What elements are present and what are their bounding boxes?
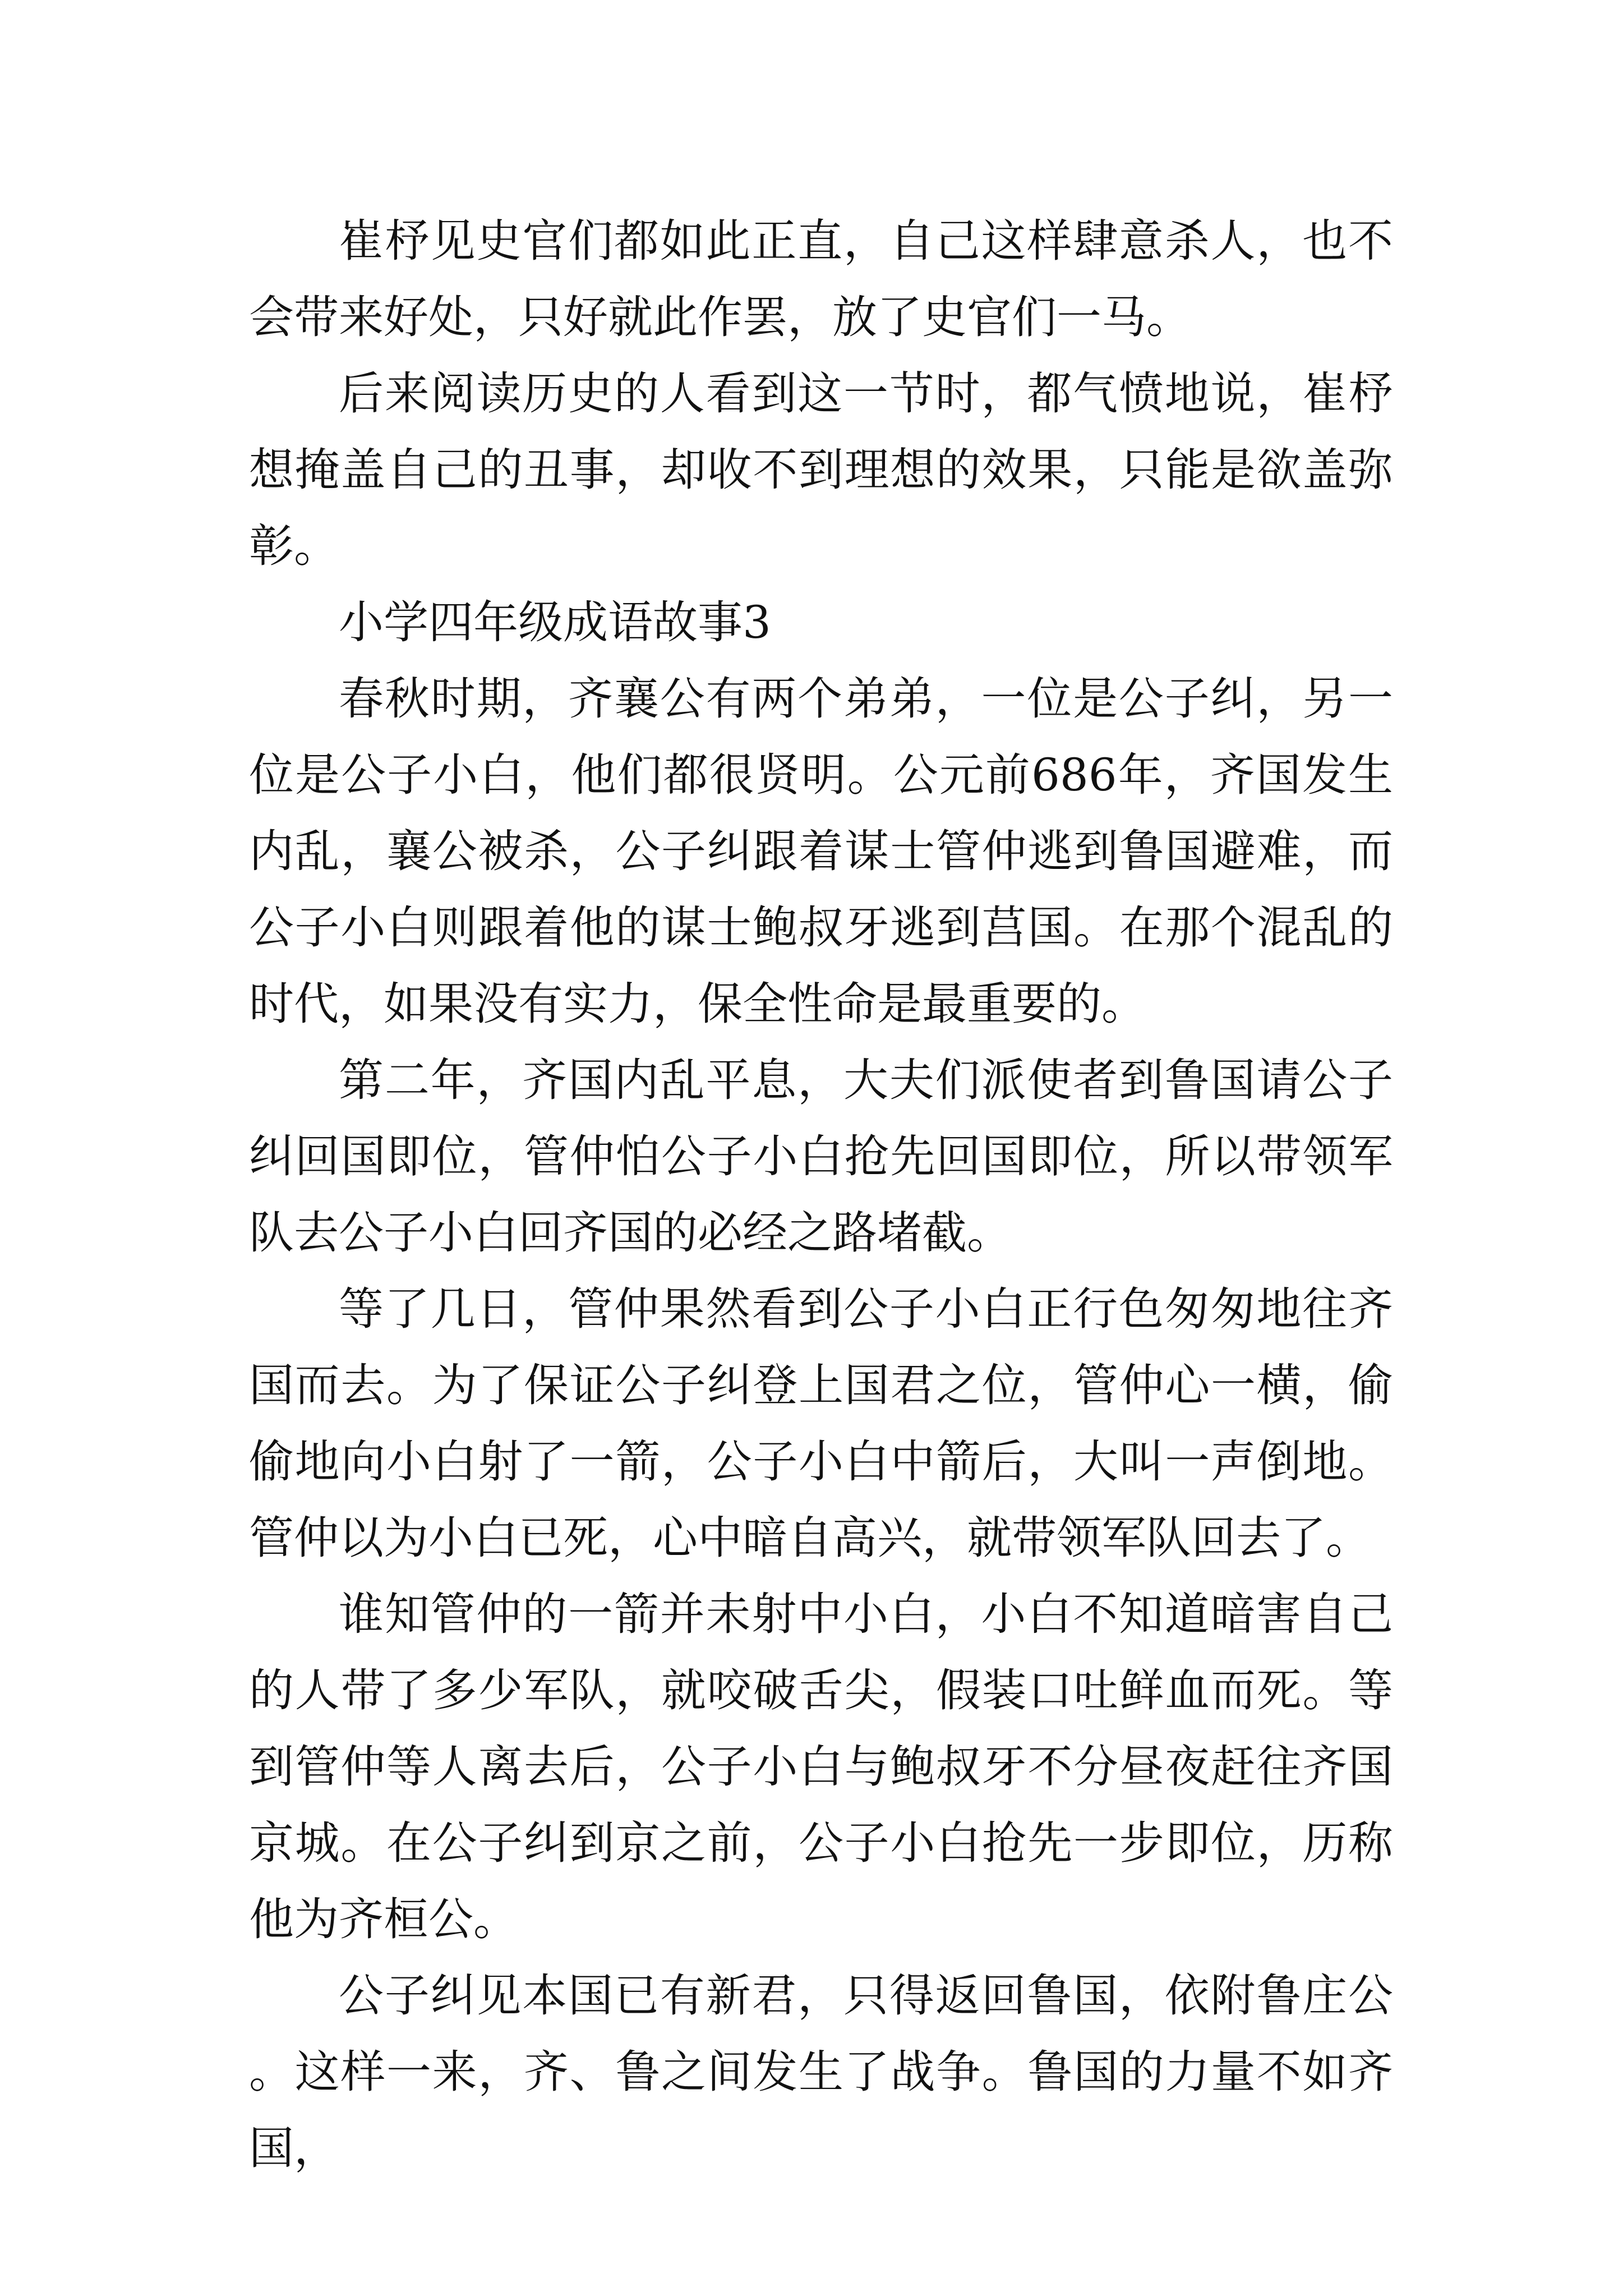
paragraph-cui-zhu-gives-up: 崔杼见史官们都如此正直，自己这样肆意杀人，也不会带来好处，只好就此作罢，放了史官们一马。 bbox=[249, 215, 1393, 343]
paragraph-xiaobai-survives: 谁知管仲的一箭并未射中小白，小白不知道暗害自己的人带了多少军队，就咬破舌尖，假装口吐鲜血而死。等到管仲等人离去后，公子小白与鲍叔牙不分昼夜赶往齐国京城。在公子纠到京之前，公子小白抢先一步即位，历称他为齐桓公。 bbox=[249, 1588, 1393, 1945]
paragraph-readers-comment: 后来阅读历史的人看到这一节时，都气愤地说，崔杼想掩盖自己的丑事，却收不到理想的效果，只能是欲盖弥彰。 bbox=[249, 367, 1393, 572]
story-heading: 小学四年级成语故事3 bbox=[339, 596, 771, 648]
paragraph-war-begins: 公子纠见本国已有新君，只得返回鲁国，依附鲁庄公。这样一来，齐、鲁之间发生了战争。鲁国的力量不如齐国， bbox=[249, 1970, 1393, 2174]
paragraph-ambush: 等了几日，管仲果然看到公子小白正行色匆匆地往齐国而去。为了保证公子纠登上国君之位，管仲心一横，偷偷地向小白射了一箭，公子小白中箭后，大叫一声倒地。管仲以为小白已死，心中暗自高兴，就带领军队回去了。 bbox=[249, 1283, 1393, 1564]
paragraph-second-year: 第二年，齐国内乱平息，大夫们派使者到鲁国请公子纠回国即位，管仲怕公子小白抢先回国即位，所以带领军队去公子小白回齐国的必经之路堵截。 bbox=[249, 1054, 1393, 1259]
document-body bbox=[249, 203, 1393, 2187]
paragraph-spring-autumn: 春秋时期，齐襄公有两个弟弟，一位是公子纠，另一位是公子小白，他们都很贤明。公元前686年，齐国发生内乱，襄公被杀，公子纠跟着谋士管仲逃到鲁国避难，而公子小白则跟着他的谋士鲍叔牙逃到莒国。在那个混乱的时代，如果没有实力，保全性命是最重要的。 bbox=[249, 673, 1393, 1030]
